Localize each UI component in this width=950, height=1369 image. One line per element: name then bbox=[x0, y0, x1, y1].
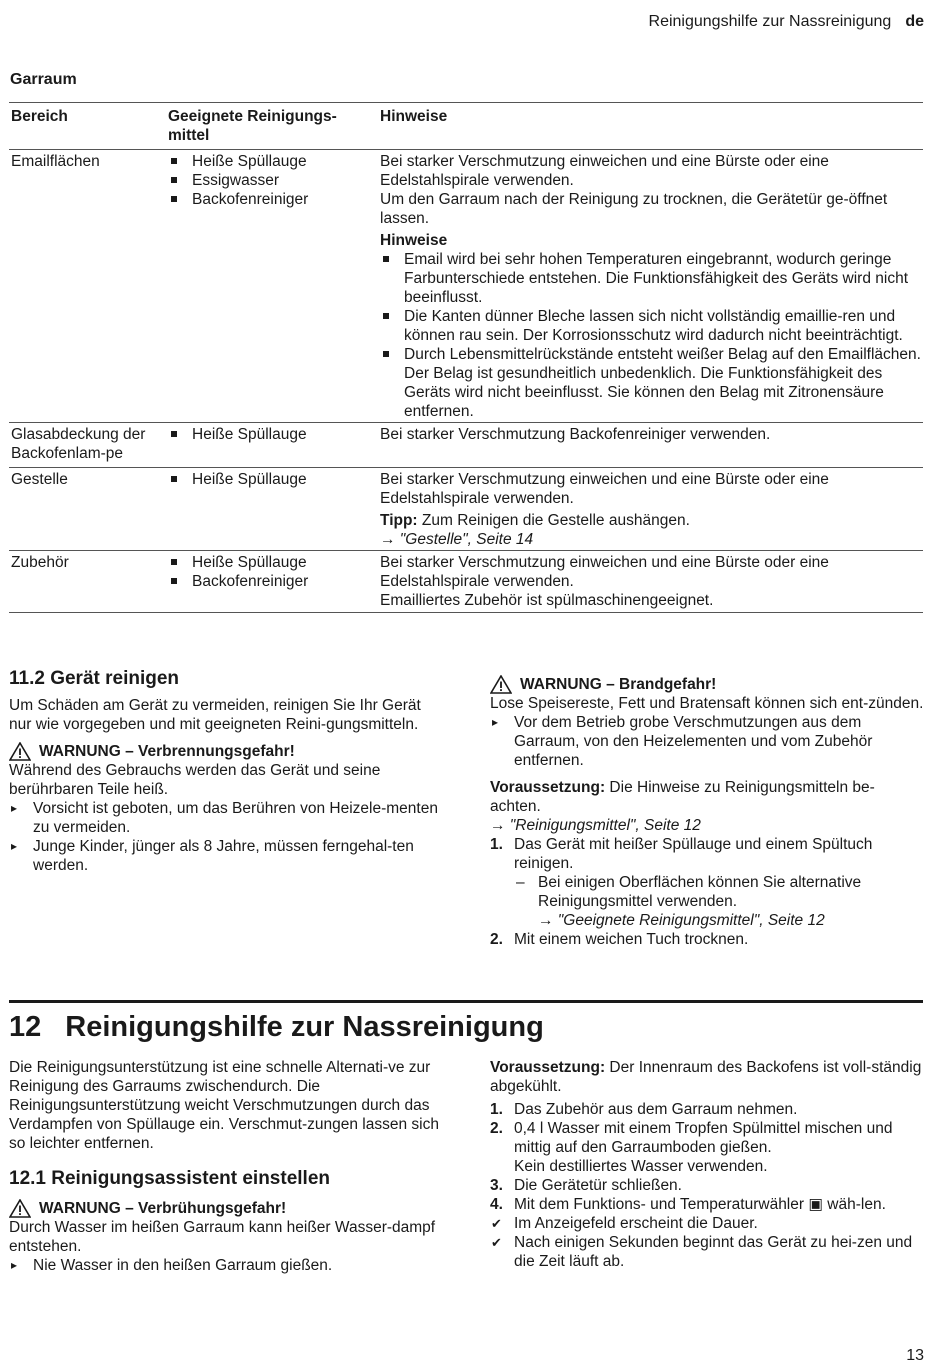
warning-list bbox=[9, 1256, 444, 1275]
list-item: Durch Lebensmittelrückstände entsteht weißer Belag auf den Emailflächen. Der Belag ist gesundheitlich unbedenklich. Die Funktionsfähigkeit des Geräts wird nicht beeinflusst. Sie können den Belag mit Zitronensäure entfernen. bbox=[380, 345, 921, 421]
agents-list bbox=[168, 470, 376, 489]
precondition-text: Der Innenraum des Backofens ist voll-ständig abgekühlt. bbox=[490, 1059, 922, 1095]
row-notes bbox=[378, 150, 923, 423]
warning-title: WARNUNG – Verbrennungsgefahr! bbox=[39, 743, 295, 760]
tip-label: Tipp: bbox=[380, 512, 418, 529]
list-item: Heiße Spüllauge bbox=[168, 152, 376, 171]
notes-subheading: Hinweise bbox=[380, 232, 448, 249]
list-item: Backofenreiniger bbox=[168, 572, 376, 591]
warning-icon bbox=[9, 1199, 31, 1218]
header-agents bbox=[166, 103, 378, 150]
steps-list bbox=[490, 835, 925, 949]
table-row bbox=[9, 423, 923, 468]
row-agents bbox=[166, 468, 378, 551]
step-number: 2. bbox=[490, 931, 503, 948]
list-item: Heiße Spüllauge bbox=[168, 553, 376, 572]
list-item: Backofenreiniger bbox=[168, 190, 376, 209]
row-agents bbox=[166, 150, 378, 423]
warning-title: WARNUNG – Verbrühungsgefahr! bbox=[39, 1200, 287, 1217]
step-text: Mit dem Funktions- und Temperaturwähler ▣ wäh-len. bbox=[514, 1196, 886, 1213]
precondition bbox=[490, 1058, 925, 1096]
warning-icon bbox=[9, 742, 31, 761]
note-text: Bei starker Verschmutzung einweichen und eine Bürste oder eine Edelstahlspirale verwenden. bbox=[380, 554, 829, 590]
result-text: Nach einigen Sekunden beginnt das Gerät zu hei-zen und die Zeit läuft ab. bbox=[514, 1234, 913, 1270]
list-item bbox=[490, 1195, 925, 1214]
row-area: Emailflächen bbox=[11, 153, 100, 170]
step-number: 3. bbox=[490, 1177, 503, 1194]
intro-text: Die Reinigungsunterstützung ist eine schnelle Alternati-ve zur Reinigung des Garraums zwischendurch. Die Reinigungsunterstützung weicht Verschmutzungen durch das Verdampfen von Spüllauge ein. Verschmut-zungen lassen sich so leichter entfernen. bbox=[9, 1059, 439, 1152]
step-text: Die Gerätetür schließen. bbox=[514, 1177, 682, 1194]
list-item bbox=[490, 1233, 925, 1271]
section-12-left bbox=[9, 1058, 444, 1275]
agents-list bbox=[168, 425, 376, 444]
row-area: Glasabdeckung der Backofenlam-pe bbox=[11, 426, 146, 462]
running-header bbox=[649, 12, 924, 31]
list-item: ▸ Nie Wasser in den heißen Garraum gießen. bbox=[9, 1256, 444, 1275]
row-notes bbox=[378, 551, 923, 613]
list-item: Die Kanten dünner Bleche lassen sich nicht vollständig emaillie-ren und können rau sein. Der Korrosionsschutz wird dadurch nicht beeinträchtigt. bbox=[380, 307, 921, 345]
list-item bbox=[490, 835, 925, 930]
list-item: ▸ Junge Kinder, jünger als 8 Jahre, müssen ferngehal-ten werden. bbox=[9, 837, 444, 875]
table-row bbox=[9, 150, 923, 423]
section-11-2-right bbox=[490, 675, 925, 949]
list-item: ▸ Vor dem Betrieb grobe Verschmutzungen aus dem Garraum, von den Heizelementen und vom Zubehör entfernen. bbox=[490, 713, 925, 770]
table-header-row bbox=[9, 103, 923, 150]
step-text: Das Gerät mit heißer Spüllauge und einem Spültuch reinigen. bbox=[514, 836, 873, 872]
subsection-heading: 12.1 Reinigungsassistent einstellen bbox=[9, 1168, 330, 1189]
section-11-2-left bbox=[9, 668, 444, 875]
row-notes bbox=[378, 423, 923, 468]
step-number: 2. bbox=[490, 1120, 503, 1137]
cross-reference-link[interactable]: → "Reinigungsmittel", Seite 12 bbox=[490, 817, 701, 834]
warning-title: WARNUNG – Brandgefahr! bbox=[520, 676, 717, 693]
chapter-heading bbox=[9, 1010, 544, 1044]
step-extra: Kein destilliertes Wasser verwenden. bbox=[514, 1158, 768, 1175]
agents-list bbox=[168, 152, 376, 209]
results-list bbox=[490, 1214, 925, 1271]
chapter-number: 12 bbox=[9, 1011, 42, 1043]
step-number: 1. bbox=[490, 836, 503, 853]
warning-icon bbox=[490, 675, 512, 694]
precondition-text: Die Hinweise zu Reinigungsmitteln be-achten. bbox=[490, 779, 875, 815]
sub-step-text: Bei einigen Oberflächen können Sie alternative Reinigungsmittel verwenden. bbox=[538, 874, 862, 910]
steps-list bbox=[490, 1100, 925, 1214]
page-number: 13 bbox=[906, 1347, 924, 1364]
cleaning-table bbox=[9, 102, 923, 613]
row-area: Zubehör bbox=[11, 554, 69, 571]
list-item: Email wird bei sehr hohen Temperaturen eingebrannt, wodurch geringe Farbunterschiede entstehen. Die Funktionsfähigkeit des Geräts wird nicht beeinflusst. bbox=[380, 250, 921, 307]
list-item bbox=[490, 1100, 925, 1119]
cross-reference-link[interactable]: → "Geeignete Reinigungsmittel", Seite 12 bbox=[538, 912, 825, 929]
list-item: Essigwasser bbox=[168, 171, 376, 190]
header-area: Bereich bbox=[11, 108, 68, 125]
warning-text: Durch Wasser im heißen Garraum kann heißer Wasser-dampf entstehen. bbox=[9, 1219, 436, 1255]
list-item bbox=[490, 1176, 925, 1195]
section-title: Garraum bbox=[10, 71, 77, 88]
table-row bbox=[9, 468, 923, 551]
note-text: Bei starker Verschmutzung einweichen und eine Bürste oder eine Edelstahlspirale verwenden. bbox=[380, 471, 829, 507]
header-agents-text: Geeignete Reinigungs- mittel bbox=[168, 108, 337, 144]
precondition bbox=[490, 778, 925, 816]
note-text: Um den Garraum nach der Reinigung zu trocknen, die Gerätetür ge-öffnet lassen. bbox=[380, 191, 888, 227]
check-icon: ✔ bbox=[491, 1235, 502, 1250]
row-agents bbox=[166, 423, 378, 468]
section-heading: 11.2 Gerät reinigen bbox=[9, 668, 180, 689]
note-text: Bei starker Verschmutzung Backofenreiniger verwenden. bbox=[380, 426, 771, 443]
precondition-label: Voraussetzung: bbox=[490, 1059, 606, 1076]
warning-list bbox=[9, 799, 444, 875]
cross-reference-link[interactable]: → "Gestelle", Seite 14 bbox=[380, 531, 534, 548]
list-item bbox=[490, 1214, 925, 1233]
list-item: Heiße Spüllauge bbox=[168, 470, 376, 489]
row-agents bbox=[166, 551, 378, 613]
check-icon: ✔ bbox=[491, 1216, 502, 1231]
header-notes: Hinweise bbox=[380, 108, 448, 125]
section-12-right bbox=[490, 1058, 925, 1271]
list-item bbox=[490, 1119, 925, 1176]
warning-heading bbox=[9, 742, 444, 761]
intro-text: Um Schäden am Gerät zu vermeiden, reinigen Sie Ihr Gerät nur wie vorgegeben und mit geeigneten Reini-gungsmitteln. bbox=[9, 697, 421, 733]
sub-step bbox=[514, 873, 925, 930]
chapter-divider bbox=[9, 1000, 923, 1003]
step-text: Das Zubehör aus dem Garraum nehmen. bbox=[514, 1101, 798, 1118]
step-number: 1. bbox=[490, 1101, 503, 1118]
table-row bbox=[9, 551, 923, 613]
result-text: Im Anzeigefeld erscheint die Dauer. bbox=[514, 1215, 758, 1232]
warning-heading bbox=[490, 675, 925, 694]
warning-text: Während des Gebrauchs werden das Gerät und seine berührbaren Teile heiß. bbox=[9, 762, 381, 798]
step-number: 4. bbox=[490, 1196, 503, 1213]
language-tag: de bbox=[905, 13, 924, 30]
row-notes bbox=[378, 468, 923, 551]
warning-heading bbox=[9, 1199, 444, 1218]
notes-list bbox=[380, 250, 921, 421]
note-text: Emailliertes Zubehör ist spülmaschinengeeignet. bbox=[380, 592, 714, 609]
warning-text: Lose Speisereste, Fett und Bratensaft können sich ent-zünden. bbox=[490, 695, 924, 712]
step-text: 0,4 l Wasser mit einem Tropfen Spülmittel mischen und mittig auf den Garraumboden gießen. bbox=[514, 1120, 893, 1156]
precondition-label: Voraussetzung: bbox=[490, 779, 606, 796]
note-text: Bei starker Verschmutzung einweichen und eine Bürste oder eine Edelstahlspirale verwenden. bbox=[380, 153, 829, 189]
list-item bbox=[490, 930, 925, 949]
row-area: Gestelle bbox=[11, 471, 68, 488]
list-item: Heiße Spüllauge bbox=[168, 425, 376, 444]
tip-text: Zum Reinigen die Gestelle aushängen. bbox=[417, 512, 690, 529]
tip bbox=[380, 511, 921, 530]
dash-marker: – bbox=[516, 874, 525, 891]
warning-list bbox=[490, 713, 925, 770]
step-text: Mit einem weichen Tuch trocknen. bbox=[514, 931, 749, 948]
chapter-title: Reinigungshilfe zur Nassreinigung bbox=[65, 1011, 544, 1043]
list-item: ▸ Vorsicht ist geboten, um das Berühren von Heizele-menten zu vermeiden. bbox=[9, 799, 444, 837]
running-header-title: Reinigungshilfe zur Nassreinigung bbox=[648, 13, 892, 30]
agents-list bbox=[168, 553, 376, 591]
